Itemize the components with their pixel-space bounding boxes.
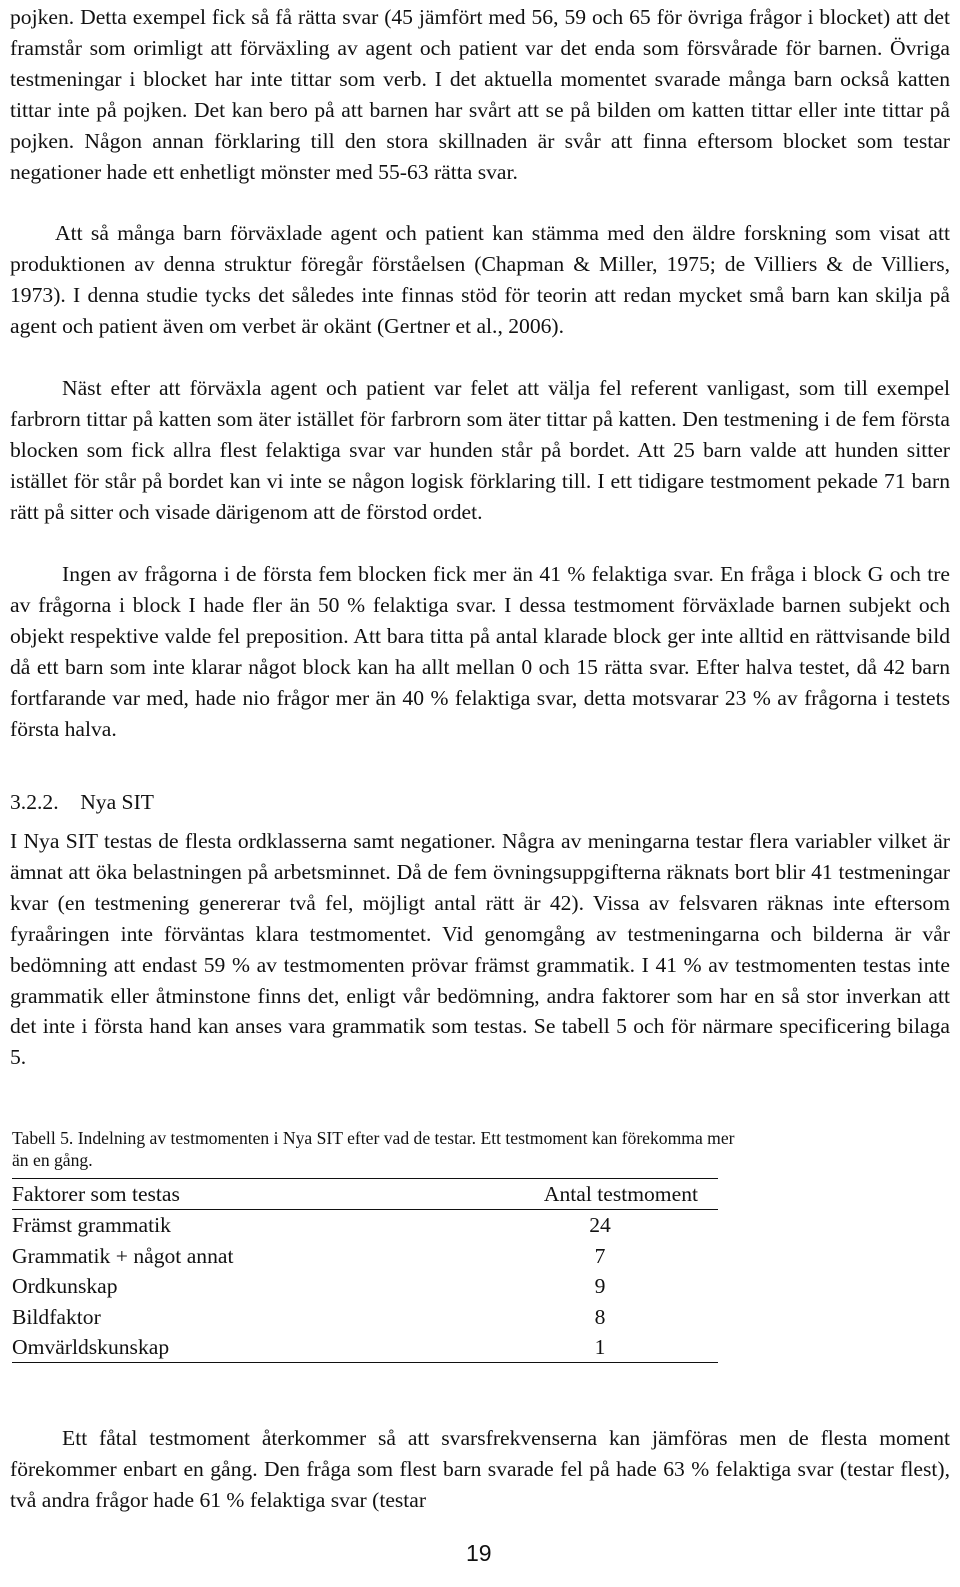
table-5 — [12, 1178, 718, 1363]
table-row — [12, 1210, 718, 1241]
paragraph-wrong-referent: Näst efter att förväxla agent och patient var felet att välja fel referent vanligast, som till exempel farbrorn tittar på katten som äter istället för farbrorn som äter tittar på katten. Den testmening i de fem första blocken som fick allra flest felaktiga svar var hunden står på bordet. Att 25 barn valde att hunden sitter istället för står på bordet kan vi inte se någon logisk förklaring till. I ett tidigare testmoment pekade 71 barn rätt på sitter och visade därigenom att de förstod ordet. — [10, 376, 950, 524]
page-number: 19 — [466, 1540, 492, 1566]
table-cell-factor: Främst grammatik — [12, 1213, 171, 1238]
section-heading — [10, 787, 154, 818]
table-header-count: Antal testmoment — [482, 1179, 718, 1210]
table-cell-count: 7 — [594, 1243, 606, 1268]
table-cell-factor: Omvärldskunskap — [12, 1332, 482, 1363]
paragraph-nya-sit: I Nya SIT testas de flesta ordklasserna samt negationer. Några av meningarna testar flera variabler vilket är ämnat att öka belastningen på arbetsminnet. Då de fem övningsuppgifterna räknats bort blir 41 testmeningar kvar (en testmening genererar två fel, möjligt antal rätt är 42). Vissa av felsvaren räknas inte eftersom fyraåringen inte förväntas klara testmomentet. Vid genomgång av testmeningarna och bilderna är vår bedömning att endast 59 % av testmomenten prövar främst grammatik. I 41 % av testmomenten testas inte grammatik eller åtminstone finns det, enligt vår bedömning, andra faktorer som har en så stor inverkan att det inte i första hand kan anses vara grammatik som testas. Se tabell 5 och för närmare specificering bilaga 5. — [10, 829, 950, 1070]
table-cell-factor: Bildfaktor — [12, 1304, 101, 1329]
paragraph-bottom: Ett fåtal testmoment återkommer så att svarsfrekvenserna kan jämföras men de flesta moment förekommer enbart en gång. Den fråga som flest barn svarade fel på hade 63 % felaktiga svar (testar flest), två andra frågor hade 61 % felaktiga svar (testar — [10, 1426, 950, 1512]
paragraph-top: pojken. Detta exempel fick så få rätta svar (45 jämfört med 56, 59 och 65 för övriga frågor i blocket) att det framstår som orimligt att förväxling av agent och patient var det enda som försvårade för barnen. Övriga testmeningar i blocket har inte tittar som verb. I det aktuella momentet svarade många barn också katten tittar inte på pojken. Det kan bero på att barnen har svårt att se på bilden om katten tittar eller inte tittar på pojken. Någon annan förklaring till den stora skillnaden är svår att finna eftersom blocket som testar negationer hade ett enhetligt mönster med 55-63 rätta svar. — [10, 5, 950, 184]
table-header-factor: Faktorer som testas — [12, 1179, 482, 1210]
table-header-row — [12, 1179, 718, 1210]
table-row — [12, 1332, 718, 1363]
paragraph-agent-patient: Att så många barn förväxlade agent och patient kan stämma med den äldre forskning som visat att produktionen av denna struktur föregår förståelsen (Chapman & Miller, 1975; de Villiers & de Villiers, 1973). I denna studie tycks det således inte finnas stöd för teorin att redan mycket små barn kan skilja på agent och patient även om verbet är okänt (Gertner et al., 2006). — [10, 221, 950, 338]
table-cell-count: 24 — [589, 1213, 611, 1238]
table-row — [12, 1271, 718, 1301]
table-cell-count: 9 — [594, 1274, 606, 1299]
table-caption: Tabell 5. Indelning av testmomenten i Nya SIT efter vad de testar. Ett testmoment kan förekomma mer än en gång. — [12, 1128, 735, 1170]
table-row — [12, 1302, 718, 1332]
table-cell-factor: Ordkunskap — [12, 1274, 118, 1299]
section-number: 3.2.2. — [10, 790, 59, 814]
table-cell-count: 1 — [482, 1332, 718, 1363]
section-title: Nya SIT — [80, 790, 154, 814]
table-row — [12, 1241, 718, 1271]
table-cell-factor: Grammatik + något annat — [12, 1243, 234, 1268]
table-cell-count: 8 — [594, 1304, 606, 1329]
paragraph-error-rates: Ingen av frågorna i de första fem blocken fick mer än 41 % felaktiga svar. En fråga i block G och tre av frågorna i block I hade fler än 50 % felaktiga svar. I dessa testmoment förväxlade barnen subjekt och objekt respektive valde fel preposition. Att bara titta på antal klarade block ger inte alltid en rättvisande bild då ett barn som inte klarar något block kan ha allt mellan 0 och 15 rätta svar. Efter halva testet, då 42 barn fortfarande var med, hade nio frågor mer än 40 % felaktiga svar, detta motsvarar 23 % av frågorna i testets första halva. — [10, 562, 950, 741]
